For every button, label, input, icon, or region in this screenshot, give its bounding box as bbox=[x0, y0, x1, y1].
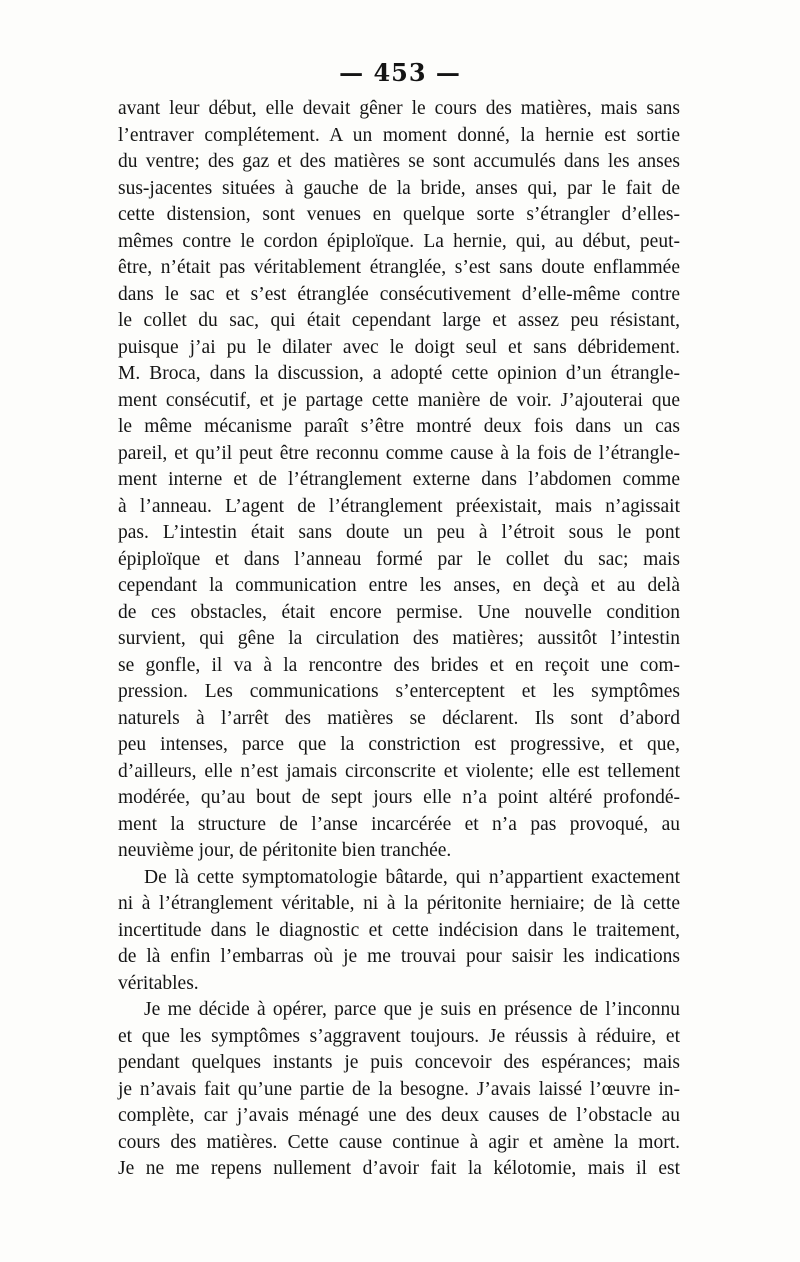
text-line: à l’anneau. L’agent de l’étranglement préexistait, mais n’agissait bbox=[118, 495, 680, 517]
body-text bbox=[118, 96, 680, 1183]
paragraph bbox=[118, 96, 680, 865]
text-line: puisque j’ai pu le dilater avec le doigt seul et sans débridement. bbox=[118, 336, 680, 358]
text-line: pendant quelques instants je puis concevoir des espérances; mais bbox=[118, 1052, 680, 1073]
text-line: incertitude dans le diagnostic et cette indécision dans le traitement, bbox=[118, 919, 680, 941]
text-line: modérée, qu’au bout de sept jours elle n’a point altéré profondé- bbox=[118, 787, 680, 808]
text-line: le même mécanisme paraît s’être montré deux fois dans un cas bbox=[118, 416, 680, 437]
paragraph bbox=[118, 865, 680, 998]
paragraph bbox=[118, 997, 680, 1183]
text-line: véritables. bbox=[118, 972, 199, 994]
text-line: De là cette symptomatologie bâtarde, qui n’appartient exactement bbox=[144, 866, 680, 888]
text-line: ment interne et de l’étranglement externe dans l’abdomen comme bbox=[118, 469, 680, 490]
text-line: sus-jacentes situées à gauche de la bride, anses qui, par le fait de bbox=[118, 177, 680, 199]
page-number: — 453 — bbox=[339, 58, 461, 87]
text-line: mêmes contre le cordon épiploïque. La hernie, qui, au début, peut- bbox=[118, 230, 680, 252]
text-line: et que les symptômes s’aggravent toujours. Je réussis à réduire, et bbox=[118, 1025, 680, 1047]
text-line: ni à l’étranglement véritable, ni à la péritonite herniaire; de là cette bbox=[118, 893, 680, 914]
text-line: ment consécutif, et je partage cette manière de voir. J’ajouterai que bbox=[118, 389, 680, 411]
text-line: Je me décide à opérer, parce que je suis en présence de l’inconnu bbox=[144, 999, 680, 1020]
text-line: l’entraver complétement. A un moment donné, la hernie est sortie bbox=[118, 124, 680, 146]
text-line: cours des matières. Cette cause continue à agir et amène la mort. bbox=[118, 1131, 680, 1153]
text-line: naturels à l’arrêt des matières se déclarent. Ils sont d’abord bbox=[118, 707, 680, 729]
text-line: de ces obstacles, était encore permise. Une nouvelle condition bbox=[118, 601, 680, 623]
text-line: dans le sac et s’est étranglée consécutivement d’elle-même contre bbox=[118, 283, 680, 305]
text-line: pas. L’intestin était sans doute un peu à l’étroit sous le pont bbox=[118, 522, 680, 543]
text-line: avant leur début, elle devait gêner le cours des matières, mais sans bbox=[118, 98, 680, 119]
text-line: complète, car j’avais ménagé une des deux causes de l’obstacle au bbox=[118, 1105, 680, 1126]
text-line: cependant la communication entre les anses, en deçà et au delà bbox=[118, 575, 680, 596]
text-line: peu intenses, parce que la constriction est progressive, et que, bbox=[118, 734, 680, 755]
text-line: de là enfin l’embarras où je me trouvai pour saisir les indications bbox=[118, 946, 680, 967]
text-line: pression. Les communications s’enterceptent et les symptômes bbox=[118, 681, 680, 702]
text-line: Je ne me repens nullement d’avoir fait la kélotomie, mais il est bbox=[118, 1158, 680, 1179]
text-line: le collet du sac, qui était cependant large et assez peu résistant, bbox=[118, 310, 680, 331]
text-line: du ventre; des gaz et des matières se sont accumulés dans les anses bbox=[118, 151, 680, 172]
text-line: survient, qui gêne la circulation des matières; aussitôt l’intestin bbox=[118, 628, 680, 649]
text-line: M. Broca, dans la discussion, a adopté cette opinion d’un étrangle- bbox=[118, 363, 680, 384]
text-line: épiploïque et dans l’anneau formé par le collet du sac; mais bbox=[118, 548, 680, 570]
text-line: cette distension, sont venues en quelque sorte s’étrangler d’elles- bbox=[118, 204, 680, 225]
text-line: pareil, et qu’il peut être reconnu comme cause à la fois de l’étrangle- bbox=[118, 442, 680, 464]
text-line: d’ailleurs, elle n’est jamais circonscrite et violente; elle est tellement bbox=[118, 760, 680, 782]
text-line: je n’avais fait qu’une partie de la besogne. J’avais laissé l’œuvre in- bbox=[118, 1078, 680, 1100]
text-line: être, n’était pas véritablement étranglée, s’est sans doute enflammée bbox=[118, 257, 680, 278]
text-line: se gonfle, il va à la rencontre des brides et en reçoit une com- bbox=[118, 654, 680, 676]
text-line: ment la structure de l’anse incarcérée et n’a pas provoqué, au bbox=[118, 813, 680, 835]
text-line: neuvième jour, de péritonite bien tranchée. bbox=[118, 840, 452, 861]
